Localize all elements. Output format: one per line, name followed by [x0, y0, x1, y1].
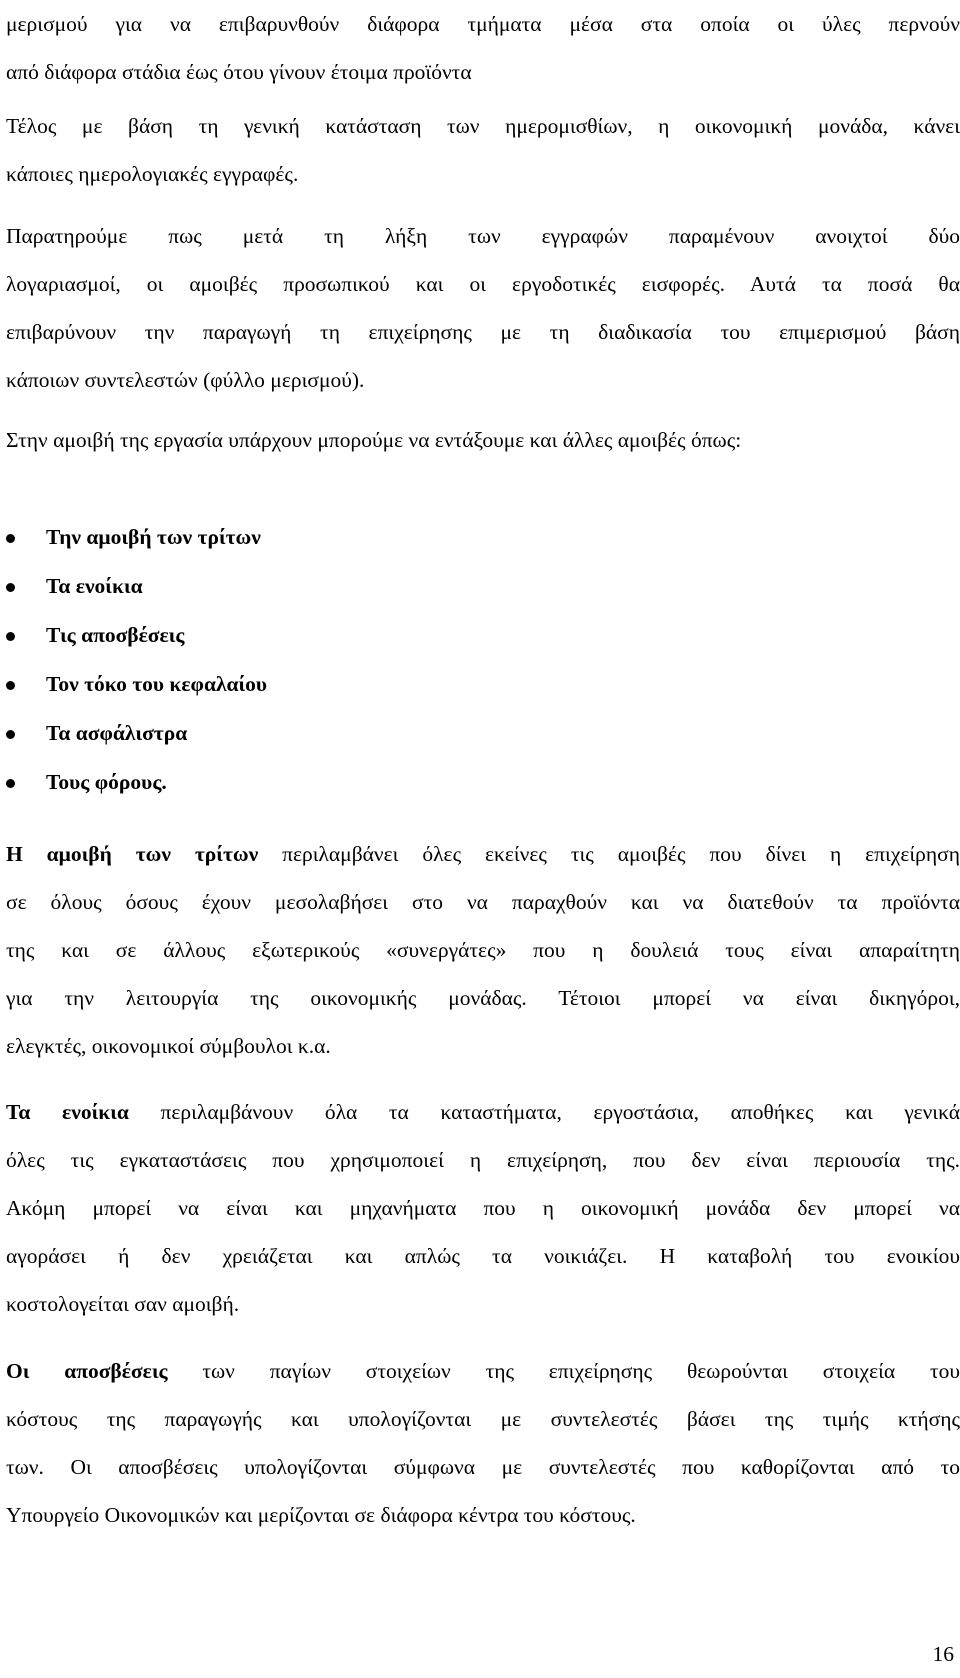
text-line: για την λειτουργία της οικονομικής μονάδας. Τέτοιοι μπορεί να είναι δικηγόροι, — [6, 986, 960, 1010]
text-line: σε όλους όσους έχουν μεσολαβήσει στο να παραχθούν και να διατεθούν τα προϊόντα — [6, 890, 960, 914]
text-line: της και σε άλλους εξωτερικούς «συνεργάτες» που η δουλειά τους είναι απαραίτητη — [6, 938, 960, 962]
text-run: περιλαμβάνουν όλα τα καταστήματα, εργοστάσια, αποθήκες και γενικά — [128, 1100, 960, 1124]
list-item — [0, 611, 960, 660]
text-line: ελεγκτές, οικονομικοί σύμβουλοι κ.α. — [6, 1034, 331, 1058]
paragraph-third-party-fees — [6, 830, 960, 1070]
list-item-label: Τον τόκο του κεφαλαίου — [46, 672, 268, 696]
text-line: από διάφορα στάδια έως ότου γίνουν έτοιμα προϊόντα — [6, 60, 472, 84]
bold-term: Τα ενοίκια — [6, 1100, 129, 1124]
fees-bullet-list — [0, 513, 960, 807]
list-item-label: Τις αποσβέσεις — [46, 623, 185, 647]
page-number: 16 — [932, 1642, 954, 1666]
text-line: αγοράσει ή δεν χρειάζεται και απλώς τα νοικιάζει. Η καταβολή του ενοικίου — [6, 1244, 960, 1268]
text-run: περιλαμβάνει όλες εκείνες τις αμοιβές που δίνει η επιχείρηση — [258, 842, 960, 866]
list-item-label: Την αμοιβή των τρίτων — [46, 525, 261, 549]
text-line: Παρατηρούμε πως μετά τη λήξη των εγγραφών παραμένουν ανοιχτοί δύο — [6, 224, 960, 248]
text-line — [6, 1088, 960, 1136]
bullet-icon — [6, 632, 15, 641]
bullet-icon — [6, 779, 15, 788]
text-line: Υπουργείο Οικονομικών και μερίζονται σε διάφορα κέντρα του κόστους. — [6, 1503, 636, 1527]
list-item-label: Τα ασφάλιστρα — [46, 721, 188, 745]
list-item — [0, 562, 960, 611]
list-item — [0, 709, 960, 758]
text-line: των. Οι αποσβέσεις υπολογίζονται σύμφωνα με συντελεστές που καθορίζονται από το — [6, 1455, 960, 1479]
text-line — [6, 1347, 960, 1395]
text-line: μερισμού για να επιβαρυνθούν διάφορα τμήματα μέσα στα οποία οι ύλες περνούν — [6, 12, 960, 36]
bold-term: Οι αποσβέσεις — [6, 1359, 168, 1383]
bullet-icon — [6, 681, 15, 690]
list-item — [0, 660, 960, 709]
text-run: των παγίων στοιχείων της επιχείρησης θεωρούνται στοιχεία του — [167, 1359, 960, 1383]
paragraph-continuation — [6, 0, 960, 96]
text-line: λογαριασμοί, οι αμοιβές προσωπικού και οι εργοδοτικές εισφορές. Αυτά τα ποσά θα — [6, 272, 960, 296]
paragraph-depreciation — [6, 1347, 960, 1539]
text-line: κοστολογείται σαν αμοιβή. — [6, 1292, 240, 1316]
paragraph-rents — [6, 1088, 960, 1328]
text-line: όλες τις εγκαταστάσεις που χρησιμοποιεί η επιχείρηση, που δεν είναι περιουσία της. — [6, 1148, 960, 1172]
text-line — [6, 830, 960, 878]
bullet-icon — [6, 583, 15, 592]
bold-term: Η αμοιβή των τρίτων — [6, 842, 259, 866]
paragraph-open-accounts — [6, 212, 960, 404]
text-line: επιβαρύνουν την παραγωγή τη επιχείρησης με τη διαδικασία του επιμερισμού βάση — [6, 320, 960, 344]
text-line: κάποιες ημερολογιακές εγγραφές. — [6, 162, 299, 186]
list-item-label: Τους φόρους. — [46, 770, 167, 794]
bullet-icon — [6, 534, 15, 543]
paragraph-journal-entries — [6, 102, 960, 198]
list-item — [0, 513, 960, 562]
text-line: Τέλος με βάση τη γενική κατάσταση των ημερομισθίων, η οικονομική μονάδα, κάνει — [6, 114, 960, 138]
list-item — [0, 758, 960, 807]
list-item-label: Τα ενοίκια — [46, 574, 143, 598]
paragraph-other-fees-intro — [6, 416, 960, 464]
text-line: Ακόμη μπορεί να είναι και μηχανήματα που η οικονομική μονάδα δεν μπορεί να — [6, 1196, 960, 1220]
text-line: Στην αμοιβή της εργασία υπάρχουν μπορούμε να εντάξουμε και άλλες αμοιβές όπως: — [6, 428, 742, 452]
bullet-icon — [6, 730, 15, 739]
text-line: κόστους της παραγωγής και υπολογίζονται με συντελεστές βάσει της τιμής κτήσης — [6, 1407, 960, 1431]
text-line: κάποιων συντελεστών (φύλλο μερισμού). — [6, 368, 365, 392]
